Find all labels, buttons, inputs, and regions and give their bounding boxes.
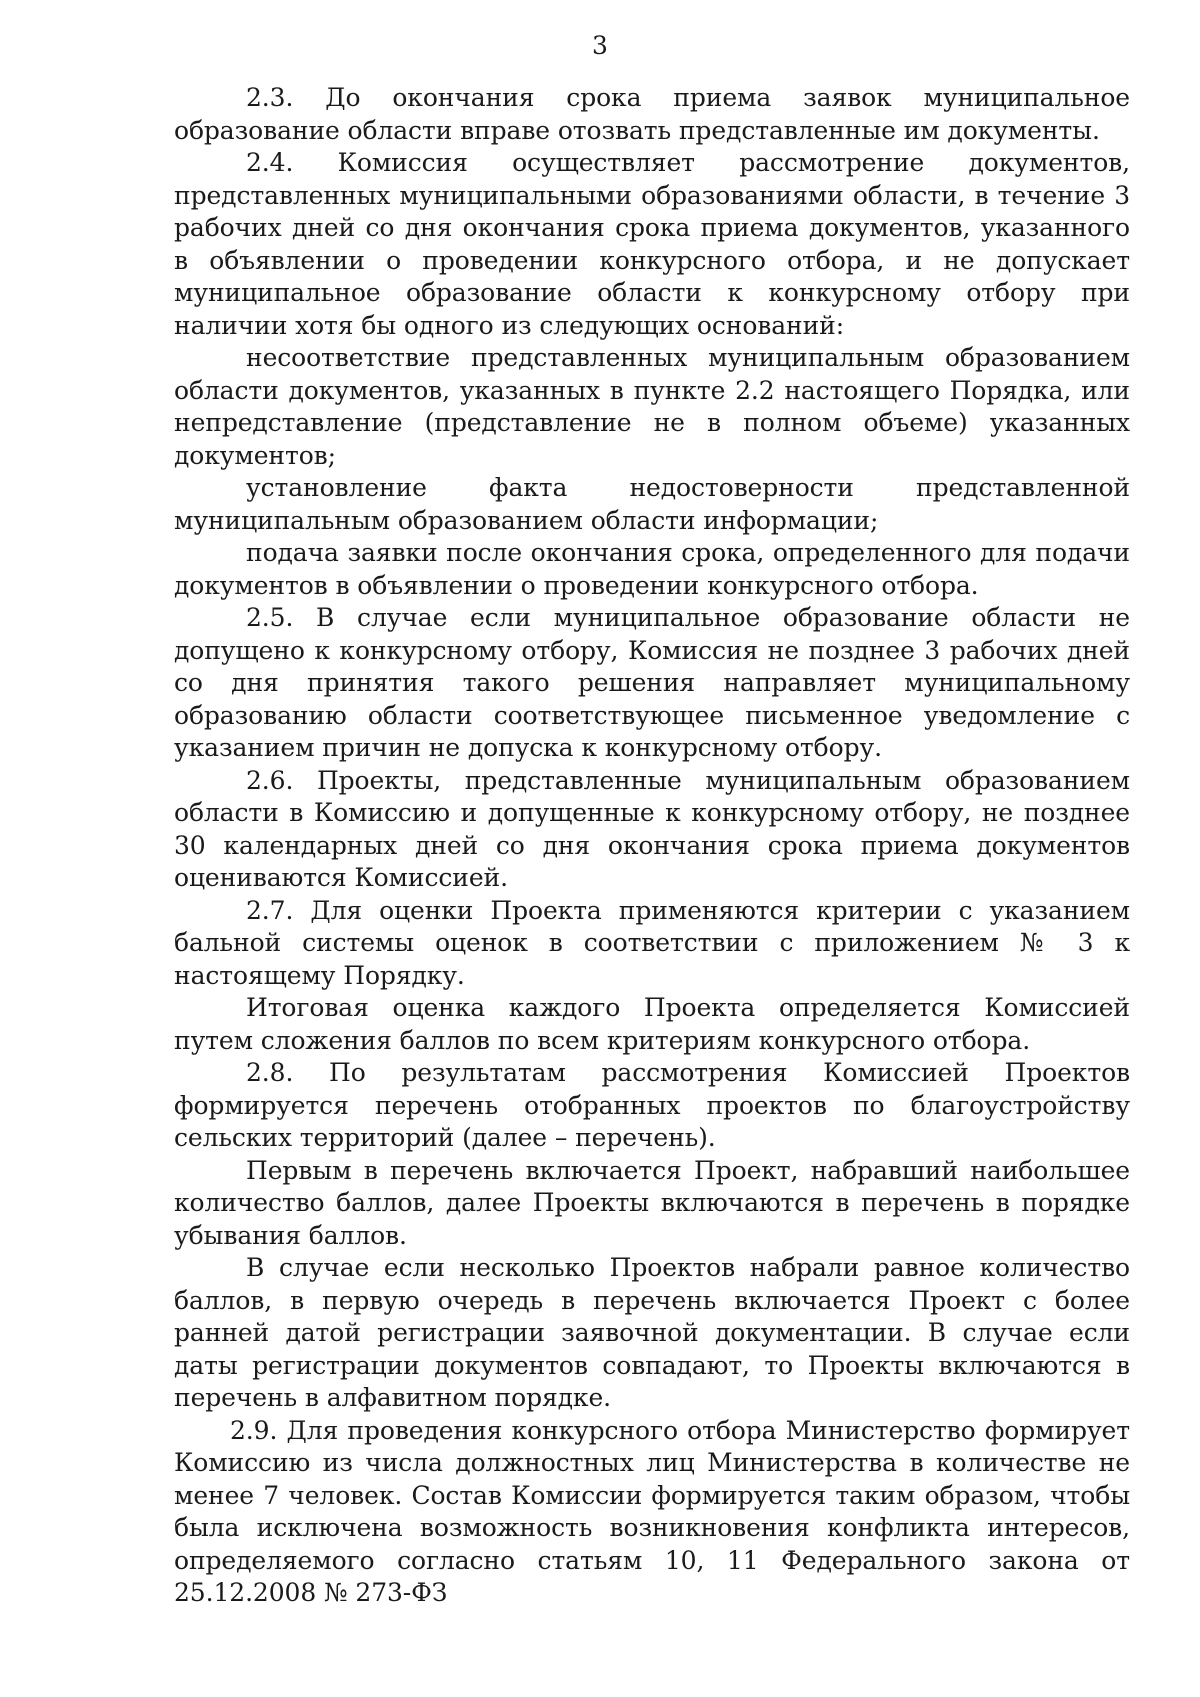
paragraph-ground-noncompliance: несоответствие представленных муниципальным образованием области документов, указанных в пункте 2.2 настоящего Порядка, или непредставление (представление не в полном объеме) указанных документов; bbox=[174, 343, 1130, 470]
page-number: 3 bbox=[592, 31, 608, 60]
paragraph-2-9: 2.9. Для проведения конкурсного отбора Министерство формирует Комиссию из числа должностных лиц Министерства в количестве не менее 7 человек. Состав Комиссии формируется таким образом, чтобы была исключена возможность возникновения конфликта интересов, определяемого согласно статьям 10, 11 Федерального закона от 25.12.2008 № 273-ФЗ bbox=[174, 1415, 1130, 1607]
paragraph-ground-late-submission: подача заявки после окончания срока, определенного для подачи документов в объявлении о проведении конкурсного отбора. bbox=[174, 538, 1130, 600]
paragraph-2-7: 2.7. Для оценки Проекта применяются критерии с указанием бальной системы оценок в соответствии с приложением № 3 к настоящему Порядку. bbox=[174, 895, 1130, 990]
paragraph-2-3: 2.3. До окончания срока приема заявок муниципальное образование области вправе отозвать представленные им документы. bbox=[174, 83, 1130, 145]
paragraph-2-5: 2.5. В случае если муниципальное образование области не допущено к конкурсному отбору, Комиссия не позднее 3 рабочих дней со дня принятия такого решения направляет муниципальному образованию области соответствующее письменное уведомление с указанием причин не допуска к конкурсному отбору. bbox=[174, 603, 1130, 762]
paragraph-ground-inaccuracy: установление факта недостоверности представленной муниципальным образованием области информации; bbox=[174, 473, 1130, 535]
document-body bbox=[174, 82, 1130, 1610]
paragraph-equal-score: В случае если несколько Проектов набрали равное количество баллов, в первую очередь в перечень включается Проект с более ранней датой регистрации заявочной документации. В случае если даты регистрации документов совпадают, то Проекты включаются в перечень в алфавитном порядке. bbox=[174, 1253, 1130, 1412]
paragraph-final-score: Итоговая оценка каждого Проекта определяется Комиссией путем сложения баллов по всем критериям конкурсного отбора. bbox=[174, 993, 1130, 1055]
paragraph-2-8: 2.8. По результатам рассмотрения Комиссией Проектов формируется перечень отобранных проектов по благоустройству сельских территорий (далее – перечень). bbox=[174, 1058, 1130, 1152]
paragraph-2-4: 2.4. Комиссия осуществляет рассмотрение документов, представленных муниципальными образованиями области, в течение 3 рабочих дней со дня окончания срока приема документов, указанного в объявлении о проведении конкурсного отбора, и не допускает муниципальное образование области к конкурсному отбору при наличии хотя бы одного из следующих оснований: bbox=[174, 148, 1130, 340]
paragraph-2-6: 2.6. Проекты, представленные муниципальным образованием области в Комиссию и допущенные к конкурсному отбору, не позднее 30 календарных дней со дня окончания срока приема документов оцениваются Комиссией. bbox=[174, 765, 1130, 892]
paragraph-ranking-order: Первым в перечень включается Проект, набравший наибольшее количество баллов, далее Проекты включаются в перечень в порядке убывания баллов. bbox=[174, 1155, 1130, 1250]
